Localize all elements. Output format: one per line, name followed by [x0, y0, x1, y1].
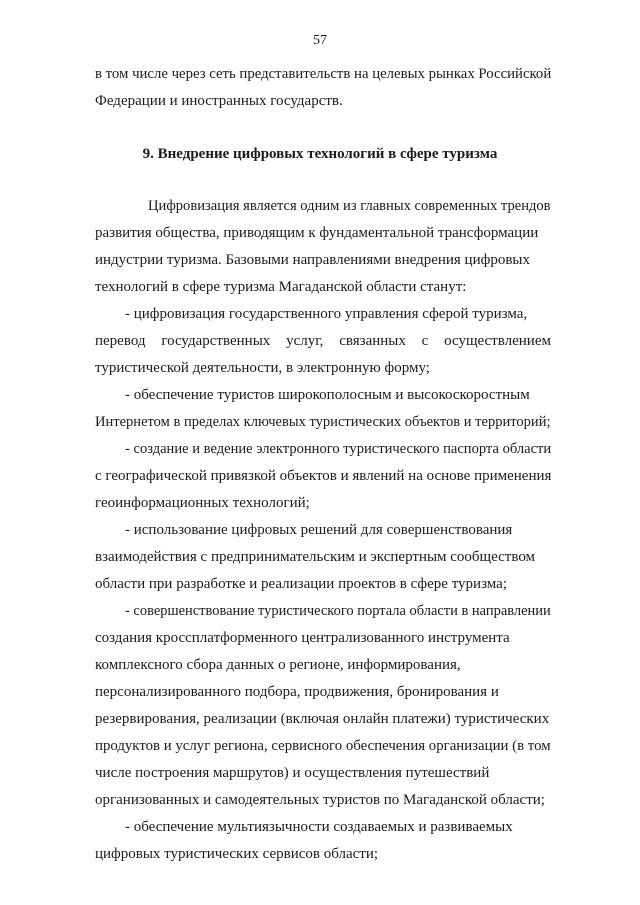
- text-line: цифровых туристических сервисов области;: [95, 846, 379, 862]
- text-line: туристической деятельности, в электронную форму;: [95, 360, 430, 376]
- text-line: - использование цифровых решений для совершенствования: [125, 522, 513, 538]
- text-line: геоинформационных технологий;: [95, 495, 310, 511]
- page-number: 57: [313, 33, 327, 48]
- text-line: технологий в сфере туризма Магаданской области станут:: [95, 279, 467, 295]
- text-line: числе построения маршрутов) и осуществления путешествий: [95, 765, 490, 781]
- text-line: области при разработке и реализации проектов в сфере туризма;: [95, 576, 508, 592]
- text-line: - обеспечение мультиязычности создаваемых и развиваемых: [125, 819, 513, 835]
- text-line: Федерации и иностранных государств.: [95, 93, 343, 109]
- text-line: резервирования, реализации (включая онлайн платежи) туристических: [95, 711, 550, 727]
- text-line: взаимодействия с предпринимательским и экспертным сообществом: [95, 549, 536, 565]
- text-line: Интернетом в пределах ключевых туристических объектов и территорий;: [95, 414, 551, 430]
- text-line: - обеспечение туристов широкополосным и высокоскоростным: [125, 387, 530, 403]
- text-line: персонализированного подбора, продвижения, бронирования и: [95, 684, 499, 700]
- text-line: индустрии туризма. Базовыми направлениями внедрения цифровых: [95, 252, 530, 268]
- text-line: комплексного сбора данных о регионе, информирования,: [95, 657, 461, 673]
- text-line: перевод государственных услуг, связанных с осуществлением: [95, 333, 551, 349]
- text-line: - цифровизация государственного управления сферой туризма,: [125, 306, 528, 322]
- text-line: - совершенствование туристического портала области в направлении: [125, 603, 551, 619]
- section-heading: 9. Внедрение цифровых технологий в сфере туризма: [142, 146, 498, 162]
- text-line: продуктов и услуг региона, сервисного обеспечения организации (в том: [95, 738, 551, 754]
- text-line: создания кроссплатформенного централизованного инструмента: [95, 630, 510, 646]
- text-line: организованных и самодеятельных туристов по Магаданской области;: [95, 792, 545, 808]
- text-line: развития общества, приводящим к фундаментальной трансформации: [95, 225, 539, 241]
- text-line: - создание и ведение электронного туристического паспорта области: [125, 441, 552, 457]
- text-line: Цифровизация является одним из главных современных трендов: [148, 198, 551, 214]
- text-line: с географической привязкой объектов и явлений на основе применения: [95, 468, 552, 484]
- text-line: в том числе через сеть представительств на целевых рынках Российской: [95, 66, 552, 82]
